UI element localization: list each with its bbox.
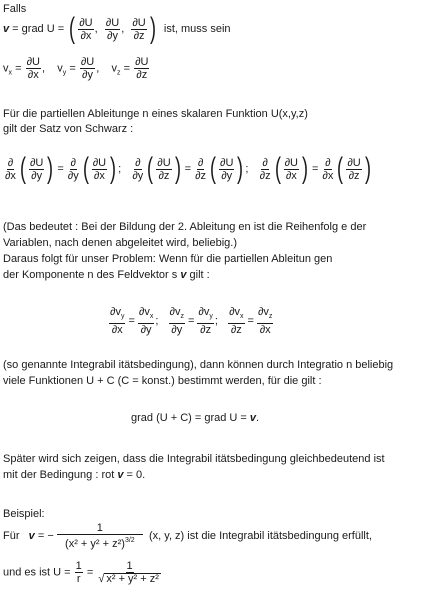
integr-1: (so genannte Integrabil itätsbedingung), dann können durch Integratio n beliebig [3,359,394,371]
ist-muss-sein: ist, muss sein [163,22,231,35]
daraus-2: der Komponente n des Feldvektor s v gilt : [3,269,210,281]
v-symbol: v [3,22,10,35]
eq-example-u: und es ist U = $\frac{1}{r}$ = 1 √ x² + y² + z² [3,560,159,585]
eq-integrability: $\frac{\partial v_y}{\partial x}$ = $\frac{\partial v_x}{\partial y}$ ; $\frac{\partial v_z}{\partial y}$ = $\frac{\partial v_y}{\partial z}$ ; $\frac{\partial v_x}{\partial z}$ = $\frac{\partial v_z}{\partial x}$ [110,306,273,336]
line-falls: Falls [3,3,27,15]
eq-schwarz: $\frac{\partial}{\partial x}$ ( $\frac{\partial U}{\partial y}$ ) = $\frac{\partial}{\partial y}$ ( $\frac{\partial U}{\partial x}$ ) ; $\frac{\partial}{\partial y}$ ( $\frac{\partial U}{\partial z}$ ) = $\frac{\partial}{\partial z}$ ( $\frac{\partial U}{\partial y}$ ) ; $\frac{\partial}{\partial z}$ ( $\frac{\partial U}{\partial x}$ ) = $\frac{\partial}{\partial x}$ ( $\frac{\partial U}{\partial z}$ ) [5,152,371,185]
eq-v-grad: v = grad U = ( $\frac{\partial U}{\partial x}$ , $\frac{\partial U}{\partial y}$ , $\frac{\partial U}{\partial z}$ ) ist, muss sein [3,12,231,45]
beispiel: Beispiel: [3,508,45,520]
daraus-1: Daraus folgt für unser Problem: Wenn für die partiellen Ableitun gen [3,253,333,265]
eq-grad-text: = grad U = [9,22,68,35]
spaeter-1: Später wird sich zeigen, dass die Integrabil itätsbedingung gleichbedeutend ist [3,453,385,465]
spaeter-2: mit der Bedingung : rot v = 0. [3,469,146,481]
bedeutet-2: Variablen, nach denen abgeleitet wird, beliebig.) [3,237,238,249]
bedeutet-1: (Das bedeutet : Bei der Bildung der 2. Ableitung en ist die Reihenfolg e der [3,221,367,233]
eq-example-v: Für v = − $\frac{1}{(x^2 + y^2 + z^2)^{3/2}}$ (x, y, z) ist die Integrabil itätsbedingung erfüllt, [3,522,372,550]
eq-components: $v_x$ = $\frac{\partial U}{\partial x}$ , $v_y$ = $\frac{\partial U}{\partial y}$ , $v_z$ = $\frac{\partial U}{\partial z}$ [3,56,149,81]
eq-grad-uc: grad (U + C) = grad U = v. [131,412,260,424]
partial-intro-2: gilt der Satz von Schwarz : [3,123,134,135]
partial-intro-1: Für die partiellen Ableitunge n eines skalaren Funktion U(x,y,z) [3,108,308,120]
integr-2: viele Funktionen U + C (C = konst.) bestimmt werden, für die gilt : [3,375,322,387]
